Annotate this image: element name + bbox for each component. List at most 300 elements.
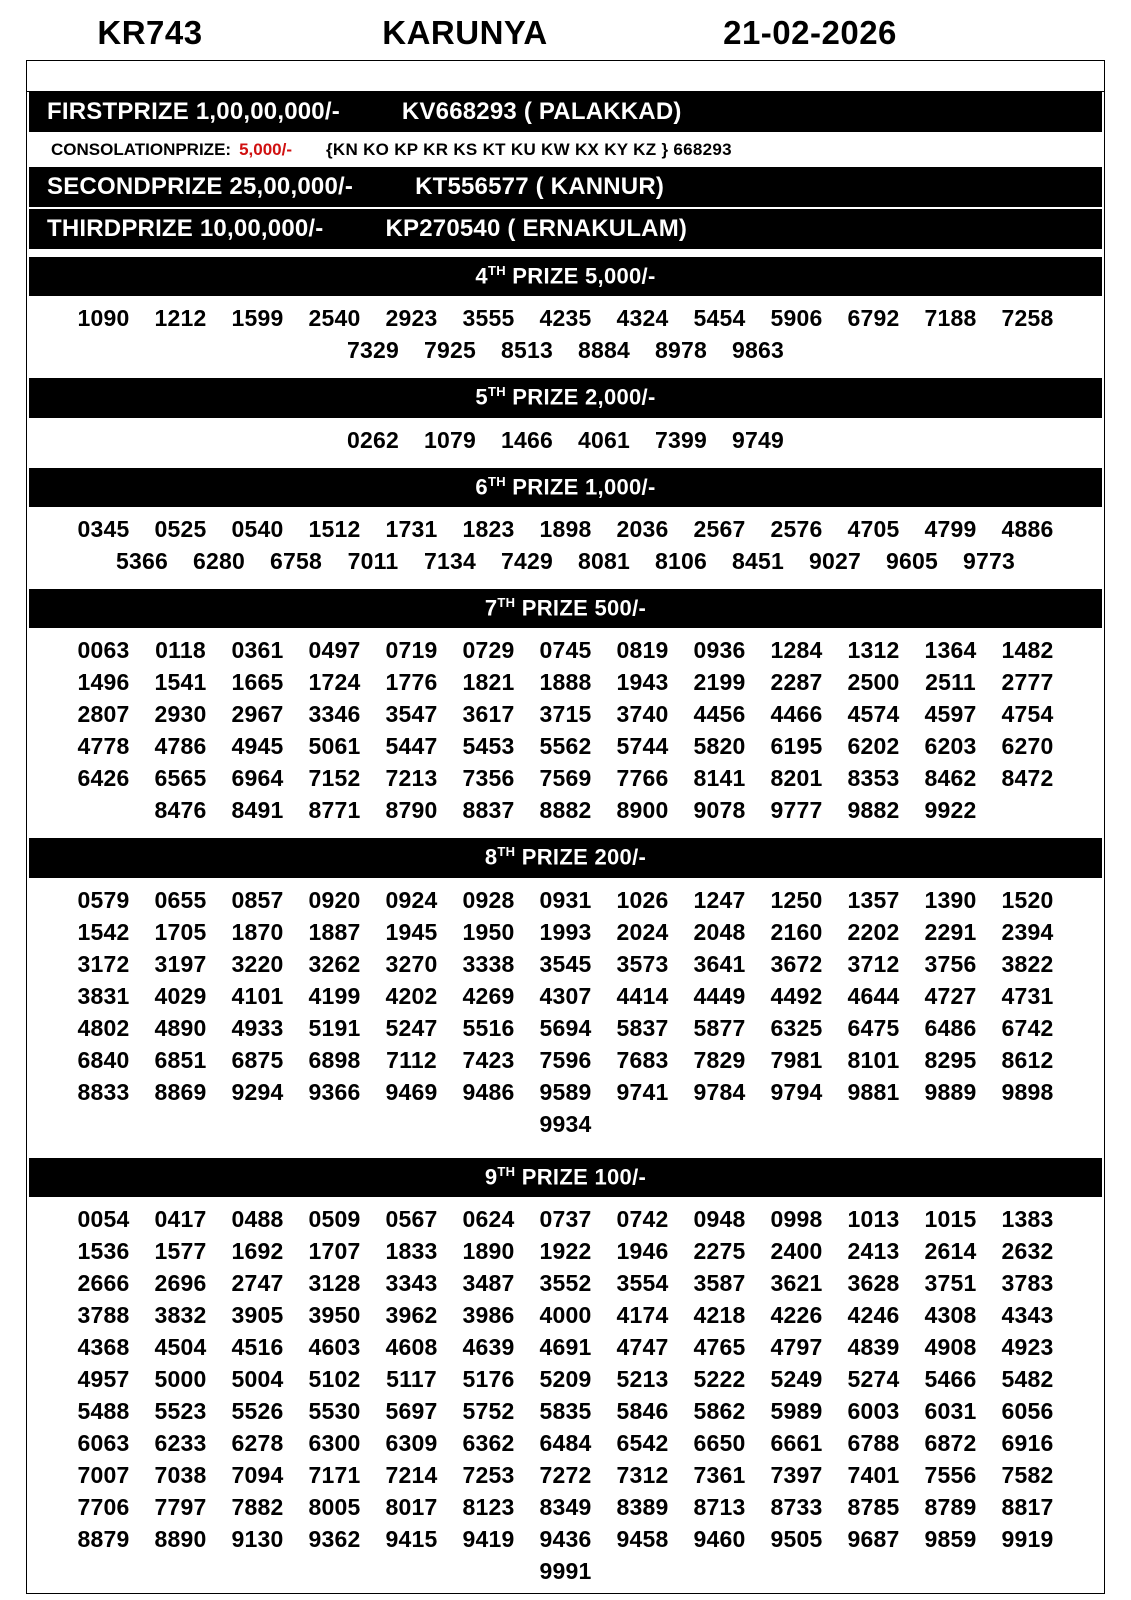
prize-number: 9460 (693, 1525, 746, 1552)
first-prize-ticket: KV668293 ( PALAKKAD) (401, 98, 682, 125)
prize-number: 1390 (924, 886, 977, 913)
prize-number: 3822 (1001, 950, 1054, 977)
prize-number: 5530 (308, 1397, 361, 1424)
prize-number: 7356 (462, 765, 515, 792)
prize-number: 4597 (924, 701, 977, 728)
prize-number: 5516 (462, 1014, 515, 1041)
prize-number: 0948 (693, 1205, 746, 1232)
fourth-prize-ordinal: 4 (475, 263, 488, 289)
prize-number: 4644 (847, 982, 900, 1009)
prize-number: 7152 (308, 765, 361, 792)
prize-number: 3672 (770, 950, 823, 977)
prize-number: 7797 (154, 1493, 207, 1520)
prize-number: 4308 (924, 1301, 977, 1328)
prize-number: 6195 (770, 733, 823, 760)
prize-number: 4639 (462, 1333, 515, 1360)
prize-number: 6475 (847, 1014, 900, 1041)
prize-number: 7361 (693, 1461, 746, 1488)
prize-number: 4199 (308, 982, 361, 1009)
prize-number: 6325 (770, 1014, 823, 1041)
prize-number: 3552 (539, 1269, 592, 1296)
prize-number: 4923 (1001, 1333, 1054, 1360)
ordinal-suffix: TH (497, 844, 516, 860)
prize-number: 2807 (77, 701, 130, 728)
prize-number: 3756 (924, 950, 977, 977)
prize-number: 3270 (385, 950, 438, 977)
prize-number: 9078 (693, 797, 746, 824)
prize-number: 6003 (847, 1397, 900, 1424)
ninth-prize-ordinal: 9 (484, 1163, 498, 1189)
prize-number: 2747 (231, 1269, 284, 1296)
prize-number: 4886 (1001, 515, 1054, 542)
prize-number: 2048 (693, 918, 746, 945)
prize-number: 9777 (770, 797, 823, 824)
ordinal-suffix: TH (487, 473, 506, 489)
prize-number: 3487 (462, 1269, 515, 1296)
prize-number: 4368 (77, 1333, 130, 1360)
prize-number: 6202 (847, 733, 900, 760)
prize-number: 8884 (578, 337, 630, 364)
prize-number: 9419 (462, 1525, 515, 1552)
prize-number: 1247 (693, 886, 746, 913)
prize-number: 5820 (693, 733, 746, 760)
prize-number: 5447 (385, 733, 438, 760)
prize-number: 4933 (231, 1014, 284, 1041)
prize-number: 8141 (693, 765, 746, 792)
prize-number: 4269 (462, 982, 515, 1009)
consolation-series: {KN KO KP KR KS KT KU KW KX KY KZ } 668293 (326, 140, 732, 159)
prize-number: 8785 (847, 1493, 900, 1520)
consolation-label: CONSOLATIONPRIZE: (51, 140, 232, 159)
prize-number: 4603 (308, 1333, 361, 1360)
prize-number: 0924 (385, 886, 438, 913)
prize-number: 3832 (154, 1301, 207, 1328)
prize-number: 8017 (385, 1493, 438, 1520)
prize-number: 9505 (770, 1525, 823, 1552)
prize-number: 9898 (1001, 1078, 1054, 1105)
prize-number: 3262 (308, 950, 361, 977)
prize-number: 9027 (809, 547, 861, 574)
prize-number: 7094 (231, 1461, 284, 1488)
prize-number: 4908 (924, 1333, 977, 1360)
prize-number: 3545 (539, 950, 592, 977)
prize-number: 6486 (924, 1014, 977, 1041)
third-prize-label: THIRDPRIZE 10,00,000/- (47, 215, 324, 242)
prize-number: 1705 (154, 918, 207, 945)
prize-number: 7399 (655, 426, 707, 453)
prize-number: 1833 (385, 1237, 438, 1264)
prize-number: 6565 (154, 765, 207, 792)
ordinal-suffix: TH (487, 263, 506, 278)
top-blank-strip (27, 61, 1104, 92)
ordinal-suffix: TH (497, 1163, 516, 1179)
prize-number: 6270 (1001, 733, 1054, 760)
prize-number: 4957 (77, 1365, 130, 1392)
prize-number: 7882 (231, 1493, 284, 1520)
prize-number: 7401 (847, 1461, 900, 1488)
prize-number: 3220 (231, 950, 284, 977)
prize-number: 1692 (231, 1237, 284, 1264)
seventh-prize-bar (29, 589, 1102, 628)
prize-number: 3587 (693, 1269, 746, 1296)
prize-number: 1888 (539, 669, 592, 696)
prize-number: 9859 (924, 1525, 977, 1552)
prize-number: 4802 (77, 1014, 130, 1041)
prize-number: 5000 (154, 1365, 207, 1392)
prize-number: 8771 (308, 797, 361, 824)
prize-number: 6898 (308, 1046, 361, 1073)
prize-number: 0063 (77, 637, 130, 664)
prize-number: 1383 (1001, 1205, 1054, 1232)
prize-number: 5697 (385, 1397, 438, 1424)
consolation-amount: 5,000/- (239, 140, 293, 159)
prize-number: 1890 (462, 1237, 515, 1264)
prize-number: 9362 (308, 1525, 361, 1552)
prize-number: 4466 (770, 701, 823, 728)
prize-number: 1466 (501, 426, 553, 453)
prize-number: 8879 (77, 1525, 130, 1552)
prize-number: 1577 (154, 1237, 207, 1264)
fourth-prize-numbers (29, 298, 1102, 372)
prize-number: 5526 (231, 1397, 284, 1424)
prize-number: 1776 (385, 669, 438, 696)
prize-number: 7981 (770, 1046, 823, 1073)
prize-number: 1823 (462, 515, 515, 542)
prize-number: 8349 (539, 1493, 592, 1520)
prize-number: 0345 (77, 515, 130, 542)
prize-number: 0567 (385, 1205, 438, 1232)
prize-number: 7007 (77, 1461, 130, 1488)
prize-number: 1520 (1001, 886, 1054, 913)
prize-number: 4727 (924, 982, 977, 1009)
eighth-prize-ordinal: 8 (484, 844, 498, 870)
prize-number: 3740 (616, 701, 669, 728)
prize-number: 7596 (539, 1046, 592, 1073)
prize-number: 2777 (1001, 669, 1054, 696)
prize-number: 9784 (693, 1078, 746, 1105)
prize-number: 5523 (154, 1397, 207, 1424)
prize-number: 5488 (77, 1397, 130, 1424)
prize-number: 7569 (539, 765, 592, 792)
prize-number: 9130 (231, 1525, 284, 1552)
prize-number: 7258 (1001, 305, 1054, 332)
prize-number: 3986 (462, 1301, 515, 1328)
prize-number: 6851 (154, 1046, 207, 1073)
prize-number: 7329 (347, 337, 399, 364)
prize-number: 5835 (539, 1397, 592, 1424)
prize-number: 5061 (308, 733, 361, 760)
prize-number: 3128 (308, 1269, 361, 1296)
prize-number: 6840 (77, 1046, 130, 1073)
prize-number: 5906 (770, 305, 823, 332)
prize-number: 2930 (154, 701, 207, 728)
prize-number: 3950 (308, 1301, 361, 1328)
prize-number: 9749 (732, 426, 784, 453)
fifth-prize-bar (29, 378, 1102, 417)
prize-number: 8201 (770, 765, 823, 792)
prize-number: 6661 (770, 1429, 823, 1456)
first-prize-label: FIRSTPRIZE 1,00,00,000/- (47, 98, 340, 125)
prize-number: 5482 (1001, 1365, 1054, 1392)
prize-number: 6426 (77, 765, 130, 792)
prize-number: 8890 (154, 1525, 207, 1552)
prize-number: 9486 (462, 1078, 515, 1105)
prize-number: 4839 (847, 1333, 900, 1360)
prize-number: 8353 (847, 765, 900, 792)
prize-number: 9773 (963, 547, 1015, 574)
prize-number: 8900 (616, 797, 669, 824)
prize-number: 9889 (924, 1078, 977, 1105)
prize-number: 3712 (847, 950, 900, 977)
prize-number: 6788 (847, 1429, 900, 1456)
prize-number: 2199 (693, 669, 746, 696)
prize-number: 1026 (616, 886, 669, 913)
prize-number: 1364 (924, 637, 977, 664)
prize-number: 7429 (501, 547, 553, 574)
seventh-prize-ordinal: 7 (484, 595, 498, 621)
prize-number: 4414 (616, 982, 669, 1009)
prize-number: 4890 (154, 1014, 207, 1041)
prize-number: 6916 (1001, 1429, 1054, 1456)
prize-number: 0655 (154, 886, 207, 913)
prize-number: 3617 (462, 701, 515, 728)
prize-number: 9469 (385, 1078, 438, 1105)
prize-number: 0417 (154, 1205, 207, 1232)
prize-number: 5102 (308, 1365, 361, 1392)
prize-number: 6056 (1001, 1397, 1054, 1424)
prize-number: 1922 (539, 1237, 592, 1264)
prize-number: 7214 (385, 1461, 438, 1488)
prize-number: 8733 (770, 1493, 823, 1520)
prize-number: 3197 (154, 950, 207, 977)
prize-number: 0931 (539, 886, 592, 913)
prize-number: 2576 (770, 515, 823, 542)
prize-number: 7188 (924, 305, 977, 332)
prize-number: 4786 (154, 733, 207, 760)
prize-number: 4608 (385, 1333, 438, 1360)
prize-number: 1496 (77, 669, 130, 696)
third-prize-ticket: KP270540 ( ERNAKULAM) (385, 215, 688, 242)
prize-number: 0719 (385, 637, 438, 664)
prize-number: 6650 (693, 1429, 746, 1456)
prize-number: 1993 (539, 918, 592, 945)
fourth-prize-title: PRIZE 5,000/- (505, 263, 656, 289)
prize-number: 7766 (616, 765, 669, 792)
prize-number: 4945 (231, 733, 284, 760)
prize-number: 2666 (77, 1269, 130, 1296)
prize-number: 2400 (770, 1237, 823, 1264)
prize-number: 2160 (770, 918, 823, 945)
prize-number: 8817 (1001, 1493, 1054, 1520)
ninth-prize-title: PRIZE 100/- (515, 1163, 647, 1189)
prize-number: 2632 (1001, 1237, 1054, 1264)
lottery-code: KR743 (97, 14, 203, 51)
fourth-prize-bar (29, 257, 1102, 296)
prize-number: 3547 (385, 701, 438, 728)
prize-number: 3783 (1001, 1269, 1054, 1296)
prize-number: 0624 (462, 1205, 515, 1232)
prize-number: 5117 (386, 1365, 437, 1392)
prize-number: 8833 (77, 1078, 130, 1105)
prize-number: 8101 (847, 1046, 900, 1073)
sixth-prize-numbers (29, 509, 1102, 583)
prize-number: 4492 (770, 982, 823, 1009)
prize-number: 8123 (462, 1493, 515, 1520)
prize-number: 4778 (77, 733, 130, 760)
prize-number: 9881 (847, 1078, 900, 1105)
prize-number: 8790 (385, 797, 438, 824)
prize-number: 7112 (386, 1046, 437, 1073)
draw-date: 21-02-2026 (723, 14, 897, 51)
prize-number: 1284 (770, 637, 823, 664)
prize-number: 4101 (231, 982, 284, 1009)
second-prize-ticket: KT556577 ( KANNUR) (415, 173, 665, 200)
prize-number: 7253 (462, 1461, 515, 1488)
prize-number: 2275 (693, 1237, 746, 1264)
prize-number: 8869 (154, 1078, 207, 1105)
prize-number: 1821 (462, 669, 515, 696)
prize-number: 6309 (385, 1429, 438, 1456)
prize-number: 4765 (693, 1333, 746, 1360)
prize-number: 6278 (231, 1429, 284, 1456)
prize-number: 0118 (155, 637, 206, 664)
prize-number: 5366 (116, 547, 168, 574)
prize-number: 1482 (1001, 637, 1054, 664)
prize-number: 2287 (770, 669, 823, 696)
prize-number: 3628 (847, 1269, 900, 1296)
prize-number: 6031 (924, 1397, 977, 1424)
prize-number: 9294 (231, 1078, 284, 1105)
prize-number: 1946 (616, 1237, 669, 1264)
prize-number: 0742 (616, 1205, 669, 1232)
prize-number: 5213 (616, 1365, 669, 1392)
prize-number: 2394 (1001, 918, 1054, 945)
prize-number: 8295 (924, 1046, 977, 1073)
prize-number: 7423 (462, 1046, 515, 1073)
prize-number: 3343 (385, 1269, 438, 1296)
prize-number: 1945 (385, 918, 438, 945)
first-prize-bar (29, 92, 1102, 132)
page-header (0, 0, 1131, 60)
prize-number: 2500 (847, 669, 900, 696)
prize-number: 9919 (1001, 1525, 1054, 1552)
prize-number: 4504 (154, 1333, 207, 1360)
prize-number: 0497 (308, 637, 361, 664)
prize-number: 4705 (847, 515, 900, 542)
ordinal-suffix: TH (487, 384, 506, 400)
prize-number: 1212 (154, 305, 207, 332)
prize-number: 1250 (770, 886, 823, 913)
prize-number: 4456 (693, 701, 746, 728)
prize-number: 4343 (1001, 1301, 1054, 1328)
prize-number: 2923 (385, 305, 438, 332)
prize-number: 8462 (924, 765, 977, 792)
eighth-prize-title: PRIZE 200/- (515, 844, 647, 870)
prize-number: 5249 (770, 1365, 823, 1392)
prize-number: 3715 (539, 701, 592, 728)
prize-number: 1013 (847, 1205, 900, 1232)
prize-number: 9605 (886, 547, 938, 574)
eighth-prize-bar (29, 838, 1102, 877)
prize-number: 0262 (347, 426, 399, 453)
prize-number: 9458 (616, 1525, 669, 1552)
prize-number: 7397 (770, 1461, 823, 1488)
prize-number: 5247 (385, 1014, 438, 1041)
prize-number: 0361 (231, 637, 284, 664)
prize-number: 2696 (154, 1269, 207, 1296)
prize-number: 8005 (308, 1493, 361, 1520)
prize-number: 6872 (924, 1429, 977, 1456)
prize-number: 8713 (693, 1493, 746, 1520)
prize-number: 9687 (847, 1525, 900, 1552)
prize-number: 2967 (231, 701, 284, 728)
prize-number: 5989 (770, 1397, 823, 1424)
prize-number: 3962 (385, 1301, 438, 1328)
prize-number: 1707 (308, 1237, 361, 1264)
prize-number: 6964 (231, 765, 284, 792)
prize-number: 2413 (847, 1237, 900, 1264)
prize-number: 1599 (231, 305, 284, 332)
prize-number: 6362 (462, 1429, 515, 1456)
prize-number: 0819 (616, 637, 669, 664)
prize-number: 8978 (655, 337, 707, 364)
prize-number: 1665 (231, 669, 284, 696)
prize-number: 0525 (154, 515, 207, 542)
prize-number: 1870 (231, 918, 284, 945)
prize-number: 9436 (539, 1525, 592, 1552)
prize-number: 4235 (539, 305, 592, 332)
prize-number: 5191 (308, 1014, 361, 1041)
prize-number: 6792 (847, 305, 900, 332)
prize-number: 7829 (693, 1046, 746, 1073)
prize-number: 5209 (539, 1365, 592, 1392)
prize-number: 5846 (616, 1397, 669, 1424)
prize-number: 3905 (231, 1301, 284, 1328)
prize-number: 6300 (308, 1429, 361, 1456)
prize-number: 5453 (462, 733, 515, 760)
prize-number: 5877 (693, 1014, 746, 1041)
prize-number: 1943 (616, 669, 669, 696)
prize-number: 4516 (231, 1333, 284, 1360)
prize-number: 2511 (925, 669, 976, 696)
prize-number: 7213 (385, 765, 438, 792)
prize-number: 0920 (308, 886, 361, 913)
prize-number: 0540 (231, 515, 284, 542)
prize-number: 4797 (770, 1333, 823, 1360)
prize-number: 0928 (462, 886, 515, 913)
fifth-prize-numbers (29, 420, 1102, 462)
prize-number: 2024 (616, 918, 669, 945)
prize-number: 0579 (77, 886, 130, 913)
sixth-prize-title: PRIZE 1,000/- (505, 473, 656, 499)
prize-number: 3621 (770, 1269, 823, 1296)
prize-number: 5562 (539, 733, 592, 760)
prize-number: 3338 (462, 950, 515, 977)
prize-number: 3641 (693, 950, 746, 977)
prize-number: 3346 (308, 701, 361, 728)
third-prize-bar (29, 209, 1102, 249)
prize-number: 7038 (154, 1461, 207, 1488)
prize-number: 3172 (77, 950, 130, 977)
prize-number: 4449 (693, 982, 746, 1009)
prize-number: 1079 (424, 426, 476, 453)
prize-number: 4731 (1001, 982, 1054, 1009)
prize-number: 3573 (616, 950, 669, 977)
prize-number: 1950 (462, 918, 515, 945)
prize-number: 3554 (616, 1269, 669, 1296)
prize-number: 6875 (231, 1046, 284, 1073)
prize-number: 0737 (539, 1205, 592, 1232)
